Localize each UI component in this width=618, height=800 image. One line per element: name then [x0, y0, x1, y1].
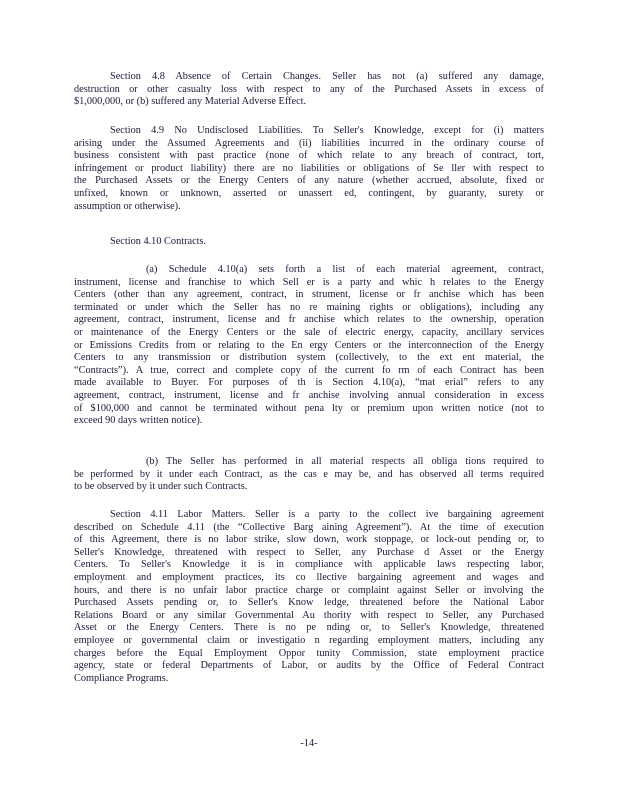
section-4-10-b-paragraph: [74, 456, 544, 494]
text-line: Section 4.8 Absence of Certain Changes. Seller has not (a) suffered any damage,: [110, 71, 544, 82]
section-4-10-heading: [74, 236, 544, 249]
text-line: Centers. To Seller's Knowledge it is in compliance with applicable laws respecting labor,: [74, 559, 544, 571]
text-line: unfixed, known or unknown, asserted or unassert ed, contingent, by guaranty, surety or: [74, 187, 544, 199]
text-line: of $100,000 and cannot be terminated without pena lty or premium upon written notice (not to: [74, 402, 544, 414]
text-line: “Contracts”). A true, correct and complete copy of the current fo rm of each Contract has been: [74, 364, 544, 376]
text-line: exceed 90 days written notice).: [74, 415, 203, 427]
text-line: agreement, contract, instrument, license and fr anchise involving annual consideration in excess: [74, 389, 544, 401]
text-line: hours, and there is no unfair labor practice charge or complaint against Seller or involving the: [74, 584, 544, 596]
text-line: employment and employment practices, its co llective bargaining agreement and wages and: [74, 571, 544, 583]
text-line: Relations Board or any similar Governmental Au thority with respect to Seller, any Purchased: [74, 609, 544, 621]
text-line: made available to Buyer. For purposes of th is Section 4.10(a), “mat erial” refers to any: [74, 377, 544, 389]
text-line: Centers to any transmission or distribution system (collectively, to the ext ent material, the: [74, 352, 544, 364]
text-line: Section 4.10 Contracts.: [110, 236, 207, 247]
text-line: or maintenance of the Energy Centers or the sale of electric energy, capacity, ancillary services: [74, 326, 544, 338]
page-number: -14-: [300, 738, 318, 749]
text-line: to be observed by it under such Contracts.: [74, 481, 248, 493]
text-line: or Emissions Credits from or relating to the En ergy Centers or the interconnection of the Energy: [74, 339, 544, 351]
text-line: infringement or product liability) there are no liabilities or obligations of Se ller with respect to: [74, 162, 544, 174]
text-line: assumption or otherwise).: [74, 200, 181, 212]
text-line: described on Schedule 4.11 (the “Collective Barg aining Agreement”). At the time of execution: [74, 521, 544, 533]
section-4-10-a-paragraph: [74, 264, 544, 428]
text-line: Section 4.9 No Undisclosed Liabilities. To Seller's Knowledge, except for (i) matters: [110, 125, 544, 136]
section-4-11-paragraph: [74, 509, 544, 685]
section-4-9-paragraph: [74, 125, 544, 213]
text-line: be performed by it under each Contract, as the cas e may be, and has observed all terms required: [74, 468, 544, 480]
text-line: Seller's Knowledge, threatened with respect to Seller, any Purchase d Asset or the Energy: [74, 546, 544, 558]
text-line: agreement, contract, instrument, license and fr anchise which relates to the ownership, operation: [74, 314, 544, 326]
text-line: charges before the Equal Employment Oppor tunity Commission, state employment practice: [74, 647, 544, 659]
text-line: Section 4.11 Labor Matters. Seller is a party to the collect ive bargaining agreement: [110, 509, 544, 520]
text-line: agency, state or federal Departments of Labor, or audits by the Office of Federal Contract: [74, 660, 544, 672]
text-line: business consistent with past practice (none of which relate to any breach of contract, tort,: [74, 150, 544, 162]
text-line: (b) The Seller has performed in all material respects all obliga tions required to: [146, 456, 544, 467]
text-line: arising under the Assumed Agreements and (ii) liabilities incurred in the ordinary course of: [74, 137, 544, 149]
text-line: Centers (other than any agreement, contract, in strument, license or fr anchise which has been: [74, 289, 544, 301]
text-line: Asset or the Energy Centers. There is no pe nding or, to Seller's Knowledge, threatened: [74, 622, 544, 634]
text-line: (a) Schedule 4.10(a) sets forth a list of each material agreement, contract,: [146, 264, 544, 275]
text-line: of this Agreement, there is no labor strike, slow down, work stoppage, or lock-out pending or, to: [74, 534, 544, 546]
text-line: the Purchased Assets or the Energy Centers of any nature (whether accrued, absolute, fixed or: [74, 175, 544, 187]
text-line: instrument, license and franchise to which Sell er is a party and whic h relates to the Energy: [74, 276, 544, 288]
text-line: $1,000,000, or (b) suffered any Material Adverse Effect.: [74, 96, 307, 108]
text-line: Compliance Programs.: [74, 672, 169, 684]
text-line: Purchased Assets pending or, to Seller's Know ledge, threatened before the National Labor: [74, 597, 544, 609]
text-line: destruction or other casualty loss with respect to any of the Purchased Assets in excess of: [74, 83, 544, 95]
text-line: terminated or under which the Seller has no re maining rights or obligations), including any: [74, 301, 544, 313]
text-line: employee or governmental claim or investigatio n regarding employment matters, including any: [74, 634, 544, 646]
section-4-8-paragraph: [74, 71, 544, 109]
